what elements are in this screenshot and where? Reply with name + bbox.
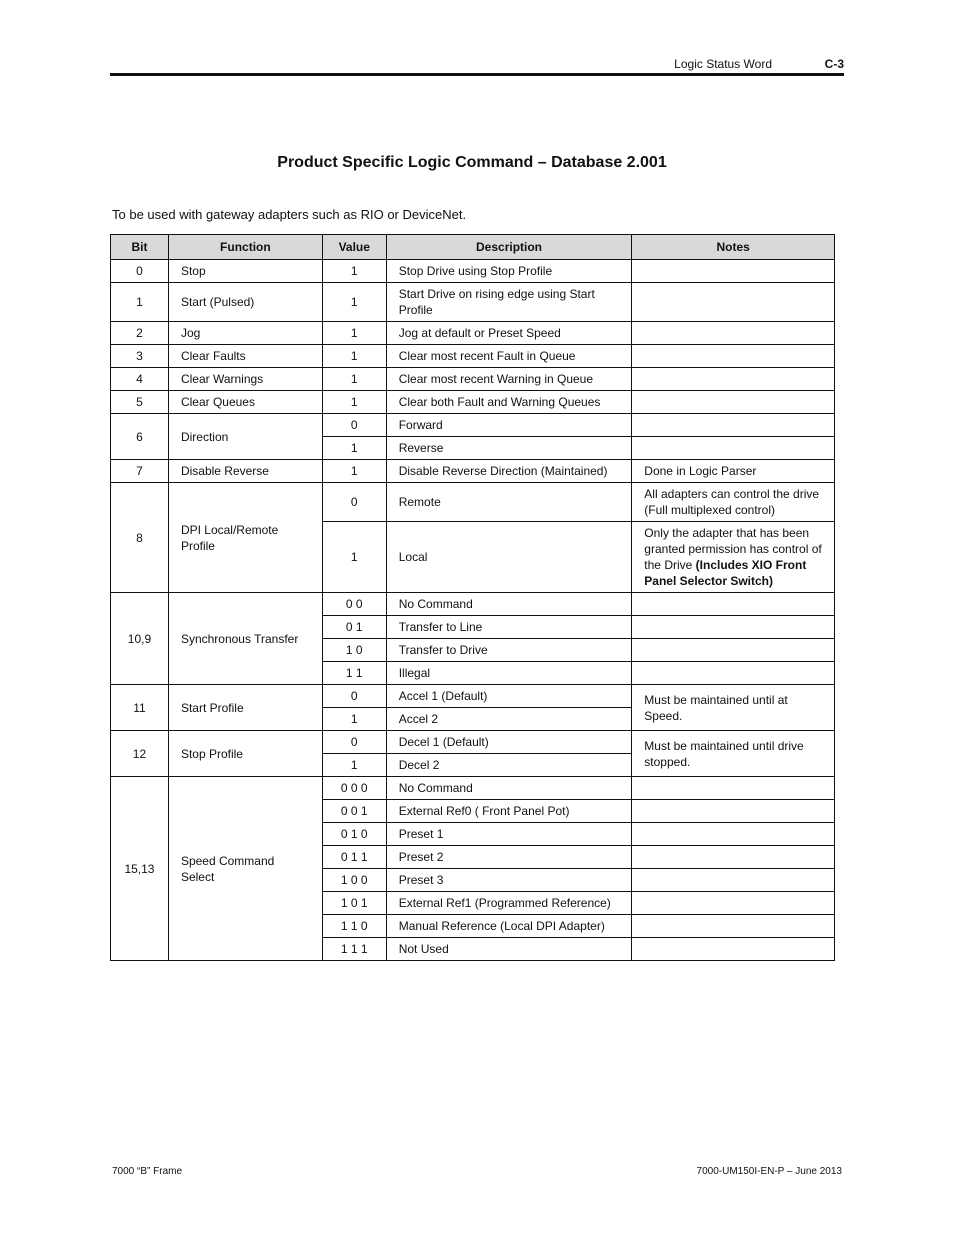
table-row (111, 414, 835, 437)
table-row (111, 368, 835, 391)
value-cell: 1 (322, 260, 386, 283)
notes-cell (632, 414, 835, 437)
bit-cell: 4 (111, 368, 169, 391)
notes-cell (632, 368, 835, 391)
notes-cell (632, 915, 835, 938)
bit-cell: 1 (111, 283, 169, 322)
description-cell: No Command (386, 593, 632, 616)
column-header-value: Value (322, 235, 386, 260)
footer-publication: 7000-UM150I-EN-P – June 2013 (696, 1166, 842, 1177)
notes-cell (632, 869, 835, 892)
notes-cell: Must be maintained until drive stopped. (632, 731, 835, 777)
column-header-description: Description (386, 235, 632, 260)
description-cell: Clear most recent Warning in Queue (386, 368, 632, 391)
value-cell: 0 0 1 (322, 800, 386, 823)
notes-text: Only the adapter that has been granted permission has control of the Drive (644, 526, 822, 572)
value-cell: 0 (322, 483, 386, 522)
table-row (111, 731, 835, 754)
value-cell: 0 1 (322, 616, 386, 639)
column-header-notes: Notes (632, 235, 835, 260)
footer-frame-label: 7000 “B” Frame (112, 1166, 183, 1177)
value-cell: 1 (322, 391, 386, 414)
notes-cell (632, 260, 835, 283)
value-cell: 1 (322, 322, 386, 345)
value-cell: 1 (322, 368, 386, 391)
description-cell: External Ref0 ( Front Panel Pot) (386, 800, 632, 823)
value-cell: 1 (322, 437, 386, 460)
function-cell: DPI Local/Remote Profile (168, 483, 322, 593)
intro-text: To be used with gateway adapters such as RIO or DeviceNet. (112, 207, 467, 222)
table-body (111, 260, 835, 961)
function-cell: Speed Command Select (168, 777, 322, 961)
notes-bold-text: (Includes XIO Front Panel Selector Switch) (644, 558, 807, 588)
function-cell: Direction (168, 414, 322, 460)
header-page-number: C-3 (824, 57, 844, 71)
bit-cell: 15,13 (111, 777, 169, 961)
description-cell: No Command (386, 777, 632, 800)
bit-cell: 2 (111, 322, 169, 345)
description-cell: Start Drive on rising edge using Start Profile (386, 283, 632, 322)
notes-cell (632, 800, 835, 823)
notes-cell (632, 437, 835, 460)
value-cell: 1 (322, 460, 386, 483)
notes-cell (632, 391, 835, 414)
function-cell: Start Profile (168, 685, 322, 731)
notes-cell (632, 846, 835, 869)
function-cell: Stop Profile (168, 731, 322, 777)
description-cell: Local (386, 522, 632, 593)
value-cell: 1 0 (322, 639, 386, 662)
function-cell: Synchronous Transfer (168, 593, 322, 685)
description-cell: Manual Reference (Local DPI Adapter) (386, 915, 632, 938)
value-cell: 1 (322, 522, 386, 593)
notes-cell: Must be maintained until at Speed. (632, 685, 835, 731)
table-row (111, 685, 835, 708)
notes-text: Done in Logic Parser (644, 464, 757, 478)
function-cell: Clear Queues (168, 391, 322, 414)
value-cell: 0 1 1 (322, 846, 386, 869)
value-cell: 1 (322, 754, 386, 777)
header-rule (110, 73, 844, 76)
description-cell: Stop Drive using Stop Profile (386, 260, 632, 283)
description-cell: Decel 1 (Default) (386, 731, 632, 754)
notes-cell (632, 892, 835, 915)
notes-cell (632, 522, 835, 593)
function-cell: Clear Warnings (168, 368, 322, 391)
description-cell: External Ref1 (Programmed Reference) (386, 892, 632, 915)
description-cell: Preset 2 (386, 846, 632, 869)
table-row (111, 460, 835, 483)
page-title: Product Specific Logic Command – Database 2.001 (277, 154, 667, 171)
description-cell: Reverse (386, 437, 632, 460)
value-cell: 0 1 0 (322, 823, 386, 846)
notes-cell (632, 639, 835, 662)
bit-cell: 0 (111, 260, 169, 283)
value-cell: 1 (322, 283, 386, 322)
value-cell: 1 0 0 (322, 869, 386, 892)
description-cell: Decel 2 (386, 754, 632, 777)
notes-cell (632, 345, 835, 368)
function-cell: Start (Pulsed) (168, 283, 322, 322)
notes-text: All adapters can control the drive (Full multiplexed control) (644, 487, 820, 517)
notes-cell (632, 616, 835, 639)
value-cell: 0 (322, 731, 386, 754)
bit-cell: 12 (111, 731, 169, 777)
value-cell: 1 0 1 (322, 892, 386, 915)
value-cell: 0 (322, 685, 386, 708)
value-cell: 1 (322, 345, 386, 368)
value-cell: 1 1 0 (322, 915, 386, 938)
column-header-function: Function (168, 235, 322, 260)
page-header (110, 56, 844, 74)
description-cell: Not Used (386, 938, 632, 961)
bit-cell: 3 (111, 345, 169, 368)
value-cell: 1 (322, 708, 386, 731)
description-cell: Disable Reverse Direction (Maintained) (386, 460, 632, 483)
value-cell: 1 1 (322, 662, 386, 685)
value-cell: 0 0 0 (322, 777, 386, 800)
description-cell: Clear both Fault and Warning Queues (386, 391, 632, 414)
notes-cell (632, 938, 835, 961)
bit-cell: 11 (111, 685, 169, 731)
table-row (111, 391, 835, 414)
description-cell: Forward (386, 414, 632, 437)
notes-cell (632, 823, 835, 846)
table-row (111, 777, 835, 800)
table-row (111, 260, 835, 283)
description-cell: Preset 3 (386, 869, 632, 892)
description-cell: Accel 1 (Default) (386, 685, 632, 708)
bit-cell: 8 (111, 483, 169, 593)
function-cell: Clear Faults (168, 345, 322, 368)
description-cell: Illegal (386, 662, 632, 685)
function-cell: Stop (168, 260, 322, 283)
notes-cell (632, 322, 835, 345)
notes-cell (632, 777, 835, 800)
notes-cell (632, 460, 835, 483)
notes-cell (632, 283, 835, 322)
description-cell: Accel 2 (386, 708, 632, 731)
bit-cell: 10,9 (111, 593, 169, 685)
value-cell: 0 0 (322, 593, 386, 616)
table-row (111, 345, 835, 368)
value-cell: 1 1 1 (322, 938, 386, 961)
function-cell: Disable Reverse (168, 460, 322, 483)
table-row (111, 483, 835, 522)
table-header-row (111, 235, 835, 260)
description-cell: Jog at default or Preset Speed (386, 322, 632, 345)
header-section-title: Logic Status Word (674, 57, 772, 71)
bit-cell: 7 (111, 460, 169, 483)
table-row (111, 322, 835, 345)
description-cell: Transfer to Drive (386, 639, 632, 662)
bit-cell: 5 (111, 391, 169, 414)
description-cell: Remote (386, 483, 632, 522)
bit-cell: 6 (111, 414, 169, 460)
logic-command-table (110, 234, 835, 961)
description-cell: Clear most recent Fault in Queue (386, 345, 632, 368)
description-cell: Transfer to Line (386, 616, 632, 639)
value-cell: 0 (322, 414, 386, 437)
table-row (111, 593, 835, 616)
description-cell: Preset 1 (386, 823, 632, 846)
notes-cell (632, 662, 835, 685)
table-row (111, 283, 835, 322)
function-cell: Jog (168, 322, 322, 345)
column-header-bit: Bit (111, 235, 169, 260)
notes-cell (632, 483, 835, 522)
notes-cell (632, 593, 835, 616)
